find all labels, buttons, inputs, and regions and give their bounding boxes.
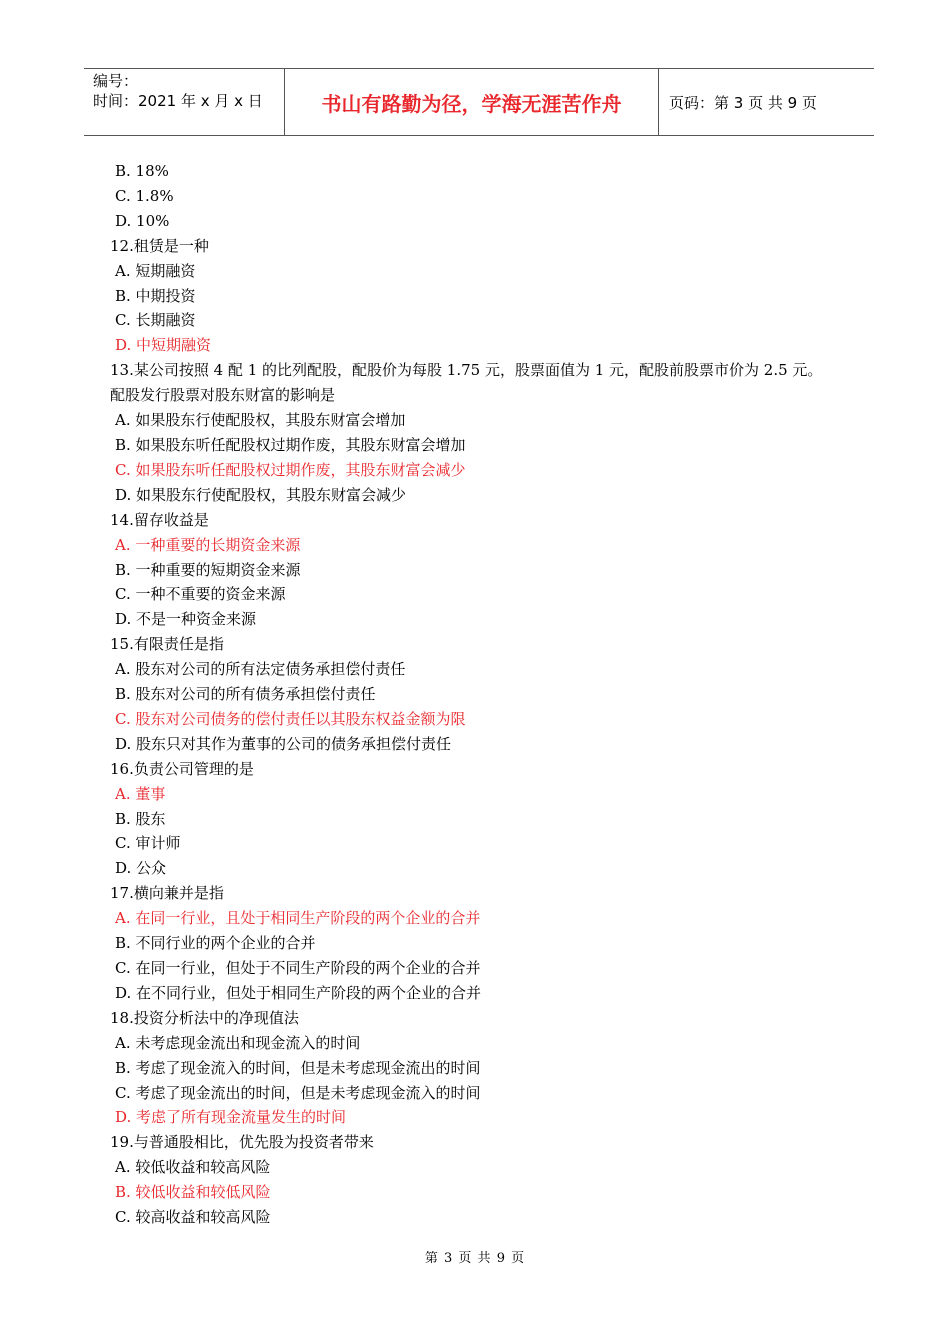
page-header: [84, 68, 874, 136]
option-line: A. 股东对公司的所有法定债务承担偿付责任: [115, 660, 406, 679]
answer-option: A. 董事: [115, 784, 166, 803]
question-line: 16.负责公司管理的是: [110, 759, 254, 778]
answer-option: B. 较低收益和较低风险: [115, 1183, 271, 1202]
question-line: 15.有限责任是指: [110, 635, 224, 654]
question-line: 配股发行股票对股东财富的影响是: [110, 386, 336, 405]
option-line: B. 考虑了现金流入的时间，但是未考虑现金流出的时间: [115, 1058, 481, 1077]
option-line: C. 长期融资: [115, 311, 196, 330]
option-line: C. 审计师: [115, 834, 181, 853]
option-line: B. 股东对公司的所有债务承担偿付责任: [115, 685, 376, 704]
option-line: C. 考虑了现金流出的时间，但是未考虑现金流入的时间: [115, 1083, 481, 1102]
page-footer: 第 3 页 共 9 页: [424, 1251, 526, 1266]
option-line: B. 如果股东听任配股权过期作废，其股东财富会增加: [115, 435, 466, 454]
answer-option: A. 在同一行业，且处于相同生产阶段的两个企业的合并: [115, 909, 481, 928]
time-label: 时间：2021 年 x 月 x 日: [93, 92, 263, 110]
option-line: B. 股东: [115, 809, 166, 828]
option-line: A. 短期融资: [115, 261, 196, 280]
question-line: 14.留存收益是: [110, 510, 209, 529]
option-line: C. 一种不重要的资金来源: [115, 585, 286, 604]
option-line: B. 18%: [115, 162, 169, 180]
number-label: 编号：: [93, 72, 139, 90]
answer-option: D. 考虑了所有现金流量发生的时间: [115, 1108, 347, 1127]
question-list: [110, 159, 890, 1230]
question-line: 18.投资分析法中的净现值法: [110, 1008, 299, 1027]
question-line: 19.与普通股相比，优先股为投资者带来: [110, 1133, 374, 1152]
answer-option: A. 一种重要的长期资金来源: [115, 535, 301, 554]
header-page-info: 页码：第 3 页 共 9 页: [669, 93, 817, 112]
option-line: D. 股东只对其作为董事的公司的债务承担偿付责任: [115, 734, 452, 753]
option-line: B. 中期投资: [115, 286, 196, 305]
option-line: C. 在同一行业，但处于不同生产阶段的两个企业的合并: [115, 959, 481, 977]
option-line: D. 如果股东行使配股权，其股东财富会减少: [115, 485, 407, 504]
answer-option: C. 股东对公司债务的偿付责任以其股东权益金额为限: [115, 709, 466, 728]
option-line: A. 较低收益和较高风险: [115, 1158, 271, 1177]
option-line: B. 一种重要的短期资金来源: [115, 560, 301, 579]
option-line: B. 不同行业的两个企业的合并: [115, 934, 316, 953]
header-meta: [84, 69, 285, 135]
option-line: D. 公众: [115, 859, 167, 878]
answer-option: C. 如果股东听任配股权过期作废，其股东财富会减少: [115, 460, 466, 479]
header-motto: 书山有路勤为径，学海无涯苦作舟: [285, 69, 659, 135]
question-line: 17.横向兼并是指: [110, 884, 224, 903]
question-line: 12.租赁是一种: [110, 236, 209, 255]
option-line: A. 如果股东行使配股权，其股东财富会增加: [115, 411, 406, 430]
answer-option: D. 中短期融资: [115, 336, 212, 355]
option-line: D. 在不同行业，但处于相同生产阶段的两个企业的合并: [115, 983, 482, 1002]
question-line: 13.某公司按照 4 配 1 的比列配股，配股价为每股 1.75 元，股票面值为 1 元，配股前股票市价为 2.5 元。: [110, 361, 823, 380]
option-line: D. 不是一种资金来源: [115, 610, 257, 629]
option-line: D. 10%: [115, 211, 170, 230]
option-line: C. 较高收益和较高风险: [115, 1208, 271, 1227]
option-line: C. 1.8%: [115, 186, 174, 205]
option-line: A. 未考虑现金流出和现金流入的时间: [115, 1033, 361, 1052]
